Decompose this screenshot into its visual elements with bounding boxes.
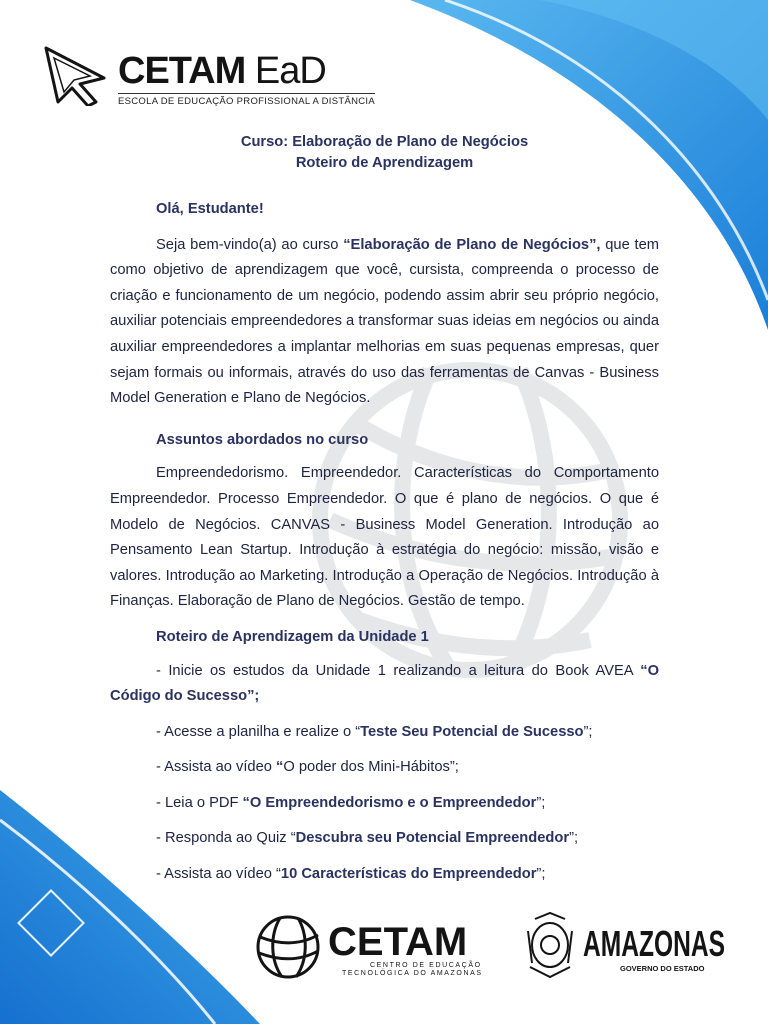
item-bold-text: Descubra seu Potencial Empreendedor <box>295 830 570 847</box>
brand-suffix: EaD <box>254 50 326 92</box>
item-text: - Assista ao vídeo <box>156 759 277 776</box>
item-bold-text: 10 Características do Empreendedor <box>280 866 537 883</box>
footer-logos <box>250 905 730 985</box>
item-bold-text: “O Empreendedorismo e o Empreendedor <box>242 794 537 811</box>
intro-course-name: “Elaboração de Plano de Negócios”, <box>343 236 601 253</box>
topics-paragraph: Empreendedorismo. Empreendedor. Características do Comportamento Empreendedor. Processo Empreendedor. O que é plano de negócios. O que é Modelo de Negócios. CANVAS - Business Model Generation. Introdução ao Pensamento Lean Startup. Introdução à estratégia do negócio: missão, visão e valores. Introdução ao Marketing. Introdução a Operação de Negócios. Introdução à Finanças. Elaboração de Plano de Negócios. Gestão de tempo. <box>110 465 659 610</box>
unit1-item <box>110 659 659 710</box>
item-text: - Leia o PDF <box>156 794 243 811</box>
footer-cetam-sub1: CENTRO DE EDUCAÇÃO <box>370 962 482 969</box>
item-text-end: O poder dos Mini-Hábitos”; <box>283 759 459 776</box>
document-subtitle: Roteiro de Aprendizagem <box>295 155 474 171</box>
unit1-item <box>110 826 659 852</box>
brand-subtitle: ESCOLA DE EDUCAÇÃO PROFISSIONAL A DISTÂNCIA <box>118 93 375 107</box>
brand-name: CETAM <box>118 50 246 92</box>
item-text: - Responda ao Quiz “ <box>156 830 296 847</box>
item-bold-text: “ <box>276 759 284 776</box>
document-body <box>110 132 659 888</box>
brand-title <box>118 50 326 93</box>
unit1-item <box>110 755 659 781</box>
item-text-end: ”; <box>583 723 593 740</box>
intro-pre: Seja bem-vindo(a) ao curso <box>156 236 344 253</box>
footer-governo-text: GOVERNO DO ESTADO <box>620 964 705 973</box>
cursor-icon <box>40 40 110 106</box>
item-text: - Acesse a planilha e realize o “ <box>156 723 361 740</box>
unit1-item <box>110 720 659 746</box>
item-text: - Assista ao vídeo “ <box>156 866 281 883</box>
unit1-item <box>110 862 659 888</box>
unit1-heading: Roteiro de Aprendizagem da Unidade 1 <box>156 628 429 645</box>
unit1-item <box>110 791 659 817</box>
topics-heading: Assuntos abordados no curso <box>156 431 369 448</box>
cetam-globe-icon <box>258 917 318 977</box>
footer-cetam-sub2: TECNOLÓGICA DO AMAZONAS <box>342 970 483 977</box>
item-bold-text: “O Código do Sucesso”; <box>110 662 659 705</box>
item-text-end: ”; <box>569 830 579 847</box>
item-bold-text: Teste Seu Potencial de Sucesso <box>360 723 584 740</box>
footer-amazonas-text: AMAZONAS <box>583 923 725 964</box>
intro-paragraph <box>110 233 659 412</box>
item-text: - Inicie os estudos da Unidade 1 realizando a leitura do Book AVEA <box>156 662 641 679</box>
intro-post: que tem como objetivo de aprendizagem que você, cursista, compreenda o processo de criação e funcionamento de um negócio, podendo assim abrir seu próprio negócio, auxiliar potenciais empreendedores a transformar suas ideias em negócios ou ainda auxiliar empreendedores a implantar melhorias em suas pequenas empresas, quer sejam formais ou informais, através do uso das ferramentas de Canvas - Business Model Generation e Plano de Negócios. <box>110 236 660 407</box>
amazonas-coat-of-arms-icon <box>528 913 572 977</box>
item-text-end: ”; <box>536 866 546 883</box>
footer-cetam-text: CETAM <box>328 920 468 964</box>
item-text-end: ”; <box>536 794 546 811</box>
course-title: Curso: Elaboração de Plano de Negócios <box>240 134 529 150</box>
greeting: Olá, Estudante! <box>156 201 264 217</box>
